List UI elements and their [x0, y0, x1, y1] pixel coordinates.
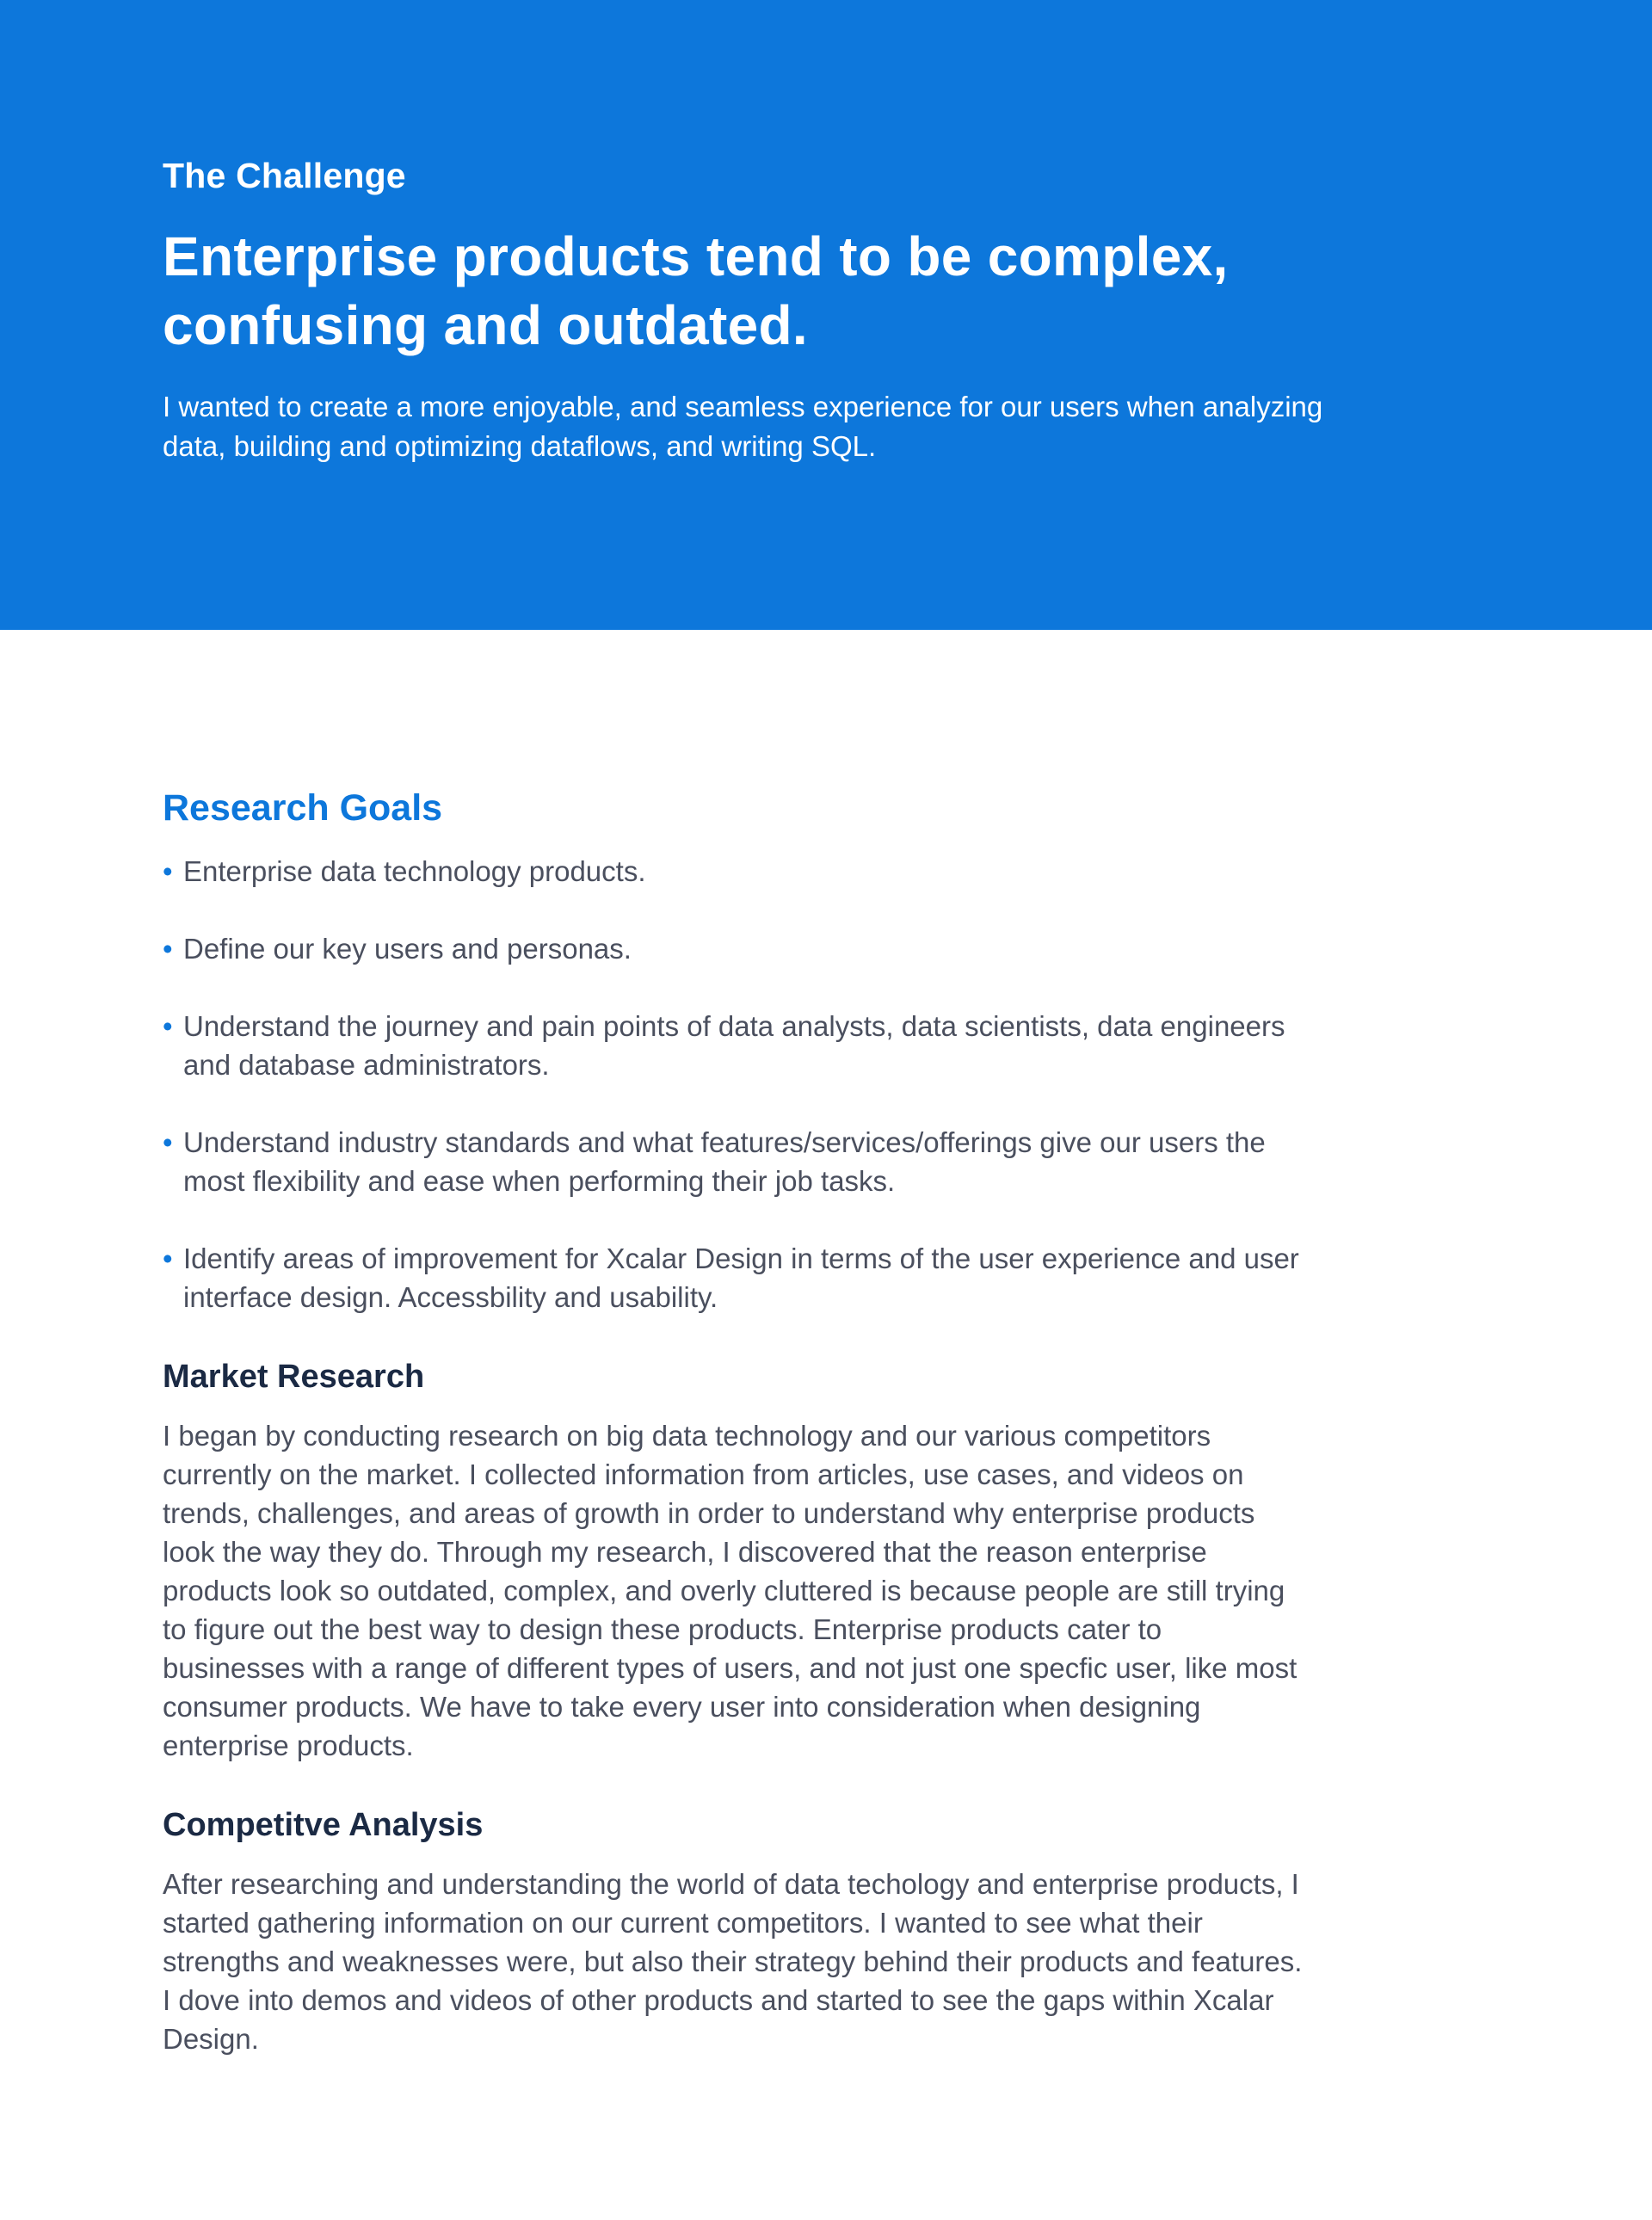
- list-item: [163, 1239, 1307, 1317]
- challenge-eyebrow: The Challenge: [163, 156, 406, 195]
- competitive-analysis-body: After researching and understanding the world of data techology and enterprise products, I started gathering information on our current competitors. I wanted to see what their strengths and weaknesses were, but also their strategy behind their products and features. I dove into demos and videos of other products and started to see the gaps within Xcalar Design.: [163, 1868, 1303, 2055]
- list-item: [163, 1123, 1307, 1200]
- challenge-description: I wanted to create a more enjoyable, and seamless experience for our users when analyzing data, building and optimizing dataflows, and writing SQL.: [163, 391, 1323, 462]
- challenge-headline: Enterprise products tend to be complex, confusing and outdated.: [163, 225, 1229, 356]
- goal-text: Understand industry standards and what features/services/offerings give our users the most flexibility and ease when performing their job tasks.: [183, 1126, 1266, 1197]
- case-study-content: [163, 783, 1307, 2058]
- market-research-body: I began by conducting research on big data technology and our various competitors currently on the market. I collected information from articles, use cases, and videos on trends, challenges, and areas of growth in order to understand why enterprise products look the way they do. Through my research, I discovered that the reason enterprise products look so outdated, complex, and overly cluttered is because people are still trying to figure out the best way to design these products. Enterprise products cater to businesses with a range of different types of users, and not just one specfic user, like most consumer products. We have to take every user into consideration when designing enterprise products.: [163, 1420, 1298, 1761]
- bullet-icon: •: [163, 933, 173, 965]
- bullet-icon: •: [163, 855, 173, 887]
- market-research-title: Market Research: [163, 1359, 425, 1395]
- list-item: [163, 1007, 1307, 1084]
- research-goals-title: Research Goals: [163, 787, 443, 829]
- bullet-icon: •: [163, 1126, 173, 1158]
- goal-text: Enterprise data technology products.: [183, 855, 646, 887]
- list-item: [163, 852, 1307, 891]
- competitive-analysis-title: Competitve Analysis: [163, 1807, 484, 1843]
- research-goals-list: [163, 852, 1307, 1317]
- goal-text: Understand the journey and pain points of data analysts, data scientists, data engineers and database administrators.: [183, 1010, 1285, 1081]
- bullet-icon: •: [163, 1010, 173, 1042]
- goal-text: Define our key users and personas.: [183, 933, 632, 965]
- goal-text: Identify areas of improvement for Xcalar Design in terms of the user experience and user interface design. Accessbility and usability.: [183, 1243, 1299, 1313]
- list-item: [163, 929, 1307, 968]
- challenge-banner: [0, 0, 1652, 630]
- bullet-icon: •: [163, 1243, 173, 1274]
